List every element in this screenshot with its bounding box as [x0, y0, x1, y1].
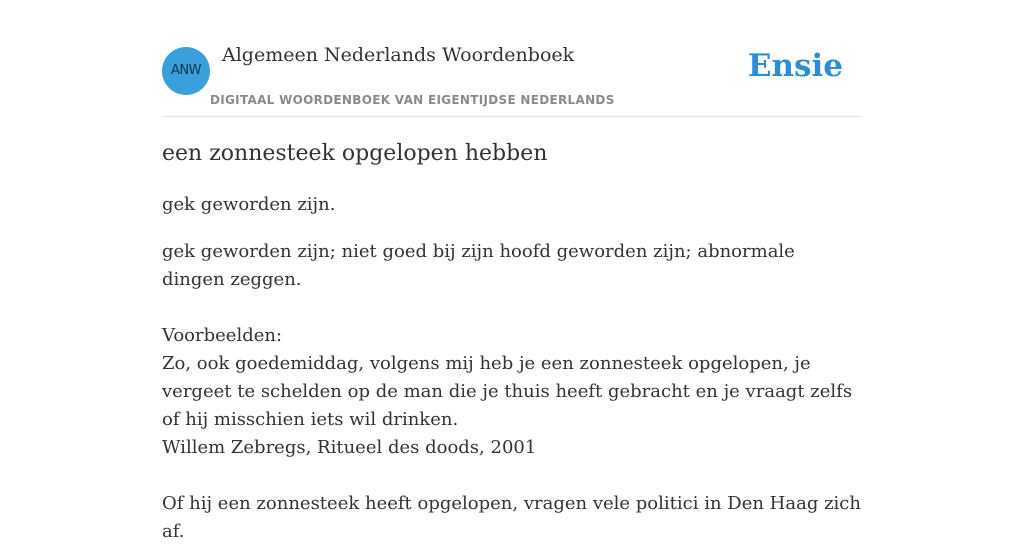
- example-text: Zo, ook goedemiddag, volgens mij heb je een zonnesteek opgelopen, je vergeet te schelden op de man die je thuis heeft gebracht en je vraagt zelfs of hij misschien iets wil drinken.: [162, 353, 853, 430]
- entry-title: een zonnesteek opgelopen hebben: [162, 141, 548, 166]
- spacer: [162, 462, 862, 490]
- spacer: [162, 294, 862, 322]
- examples-heading: Voorbeelden:: [162, 325, 283, 346]
- ensie-logo-link[interactable]: Ensie: [747, 48, 843, 84]
- example-text: Of hij een zonnesteek heeft opgelopen, vragen vele politici in Den Haag zich af.: [162, 493, 861, 542]
- site-title[interactable]: Algemeen Nederlands Woordenboek: [222, 44, 575, 66]
- short-definition: gek geworden zijn.: [162, 194, 336, 215]
- definition-block: [162, 238, 862, 546]
- anw-logo[interactable]: ANW: [162, 47, 210, 95]
- site-header: [162, 0, 862, 117]
- entry-content: [162, 138, 862, 546]
- definition-text: gek geworden zijn; niet goed bij zijn hoofd geworden zijn; abnormale dingen zeggen.: [162, 241, 795, 290]
- example-source: Willem Zebregs, Ritueel des doods, 2001: [162, 437, 537, 458]
- page: [162, 0, 862, 542]
- site-subtitle: DIGITAAL WOORDENBOEK VAN EIGENTIJDSE NEDERLANDS: [210, 93, 615, 107]
